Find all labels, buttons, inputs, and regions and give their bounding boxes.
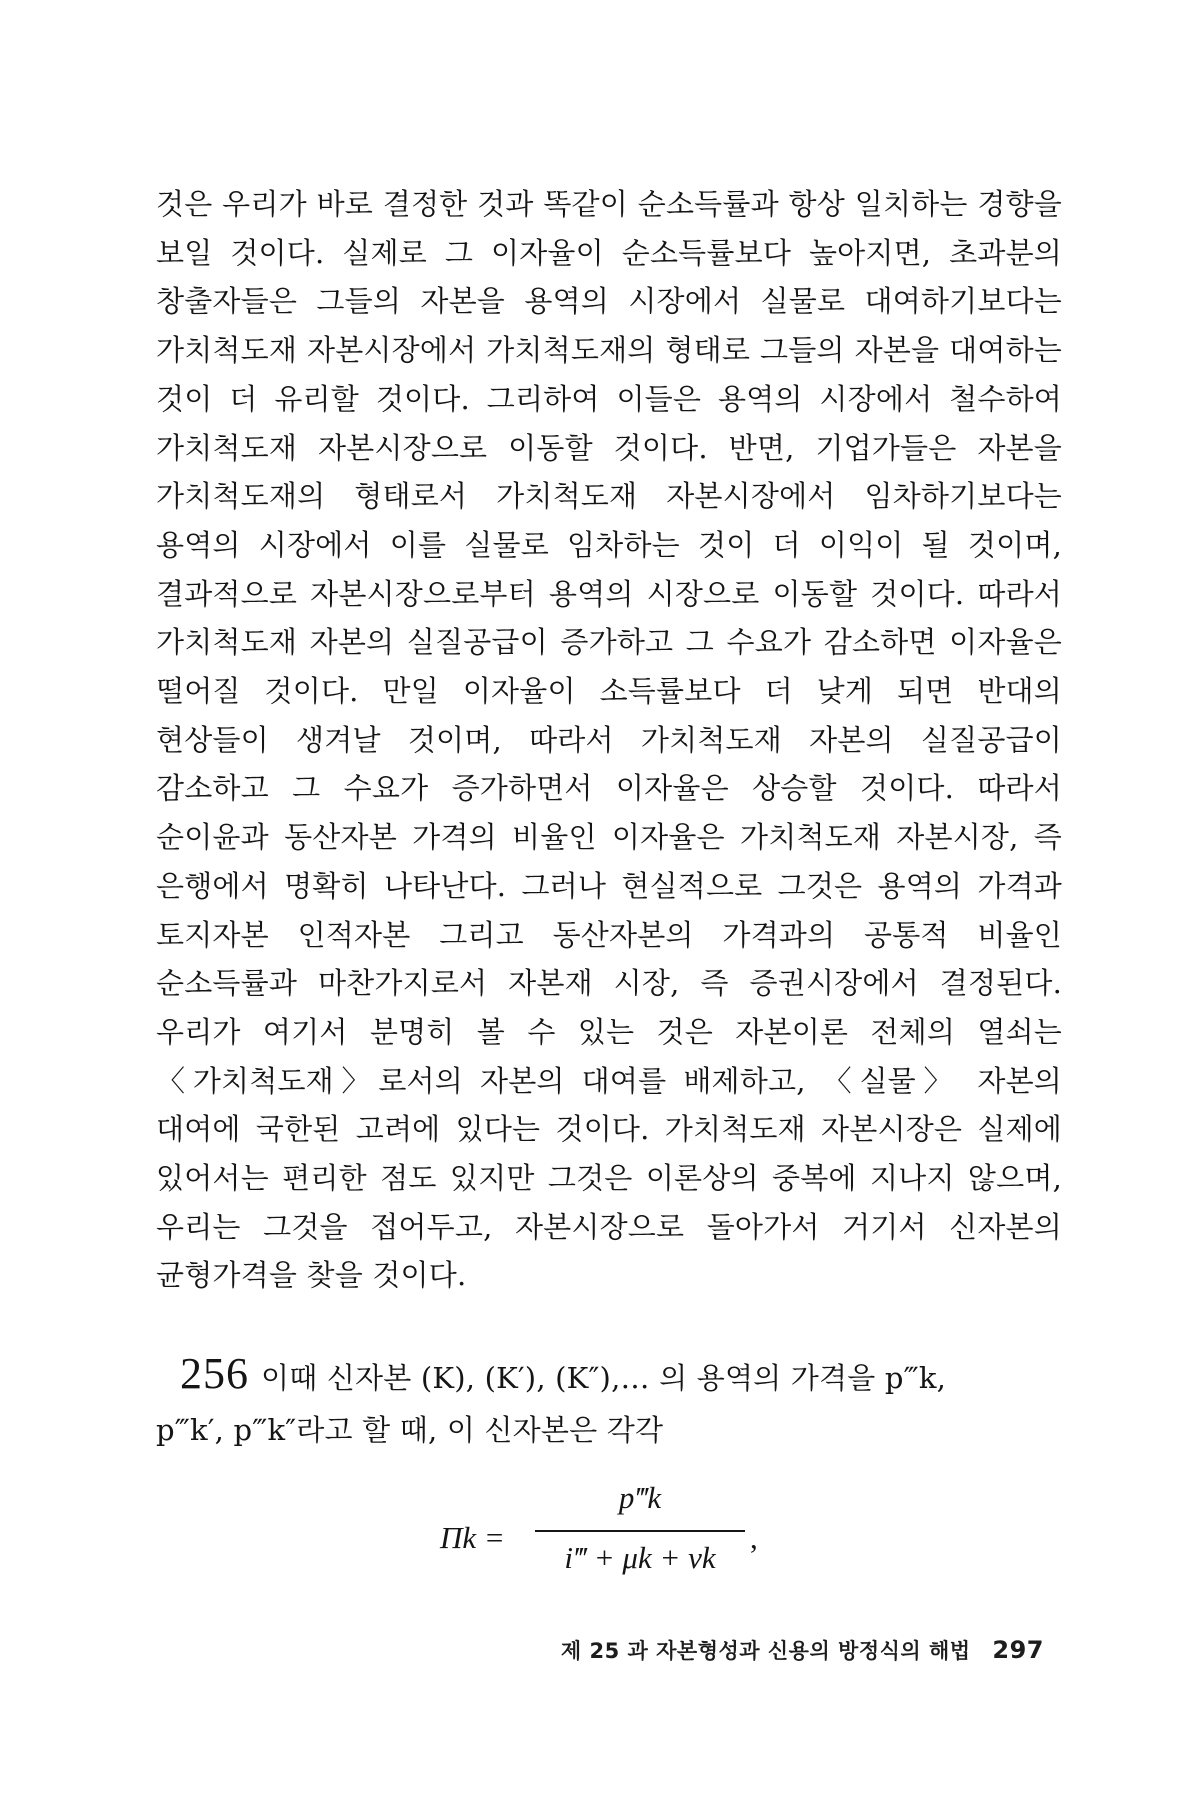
equation-price-new-capital	[440, 1478, 860, 1598]
equation-numerator: p‴k	[618, 1480, 662, 1515]
section-256-line-2: p‴k′, p‴k″라고 할 때, 이 신자본은 각각	[156, 1413, 664, 1447]
equation-fraction	[535, 1478, 745, 1578]
equation-denominator: i‴ + μk + νk	[564, 1540, 716, 1575]
equation-trailing-comma: ,	[750, 1520, 758, 1555]
body-paragraph: 것은 우리가 바로 결정한 것과 똑같이 순소득률과 항상 일치하는 경향을 보일 것이다. 실제로 그 이자율이 순소득률보다 높아지면, 초과분의 창출자들은 그들의 자본을 용역의 시장에서 실물로 대여하기보다는 가치척도재 자본시장에서 가치척도재의 형태로 그들의 자본을 대여하는 것이 더 유리할 것이다. 그리하여 이들은 용역의 시장에서 철수하여 가치척도재 자본시장으로 이동할 것이다. 반면, 기업가들은 자본을 가치척도재의 형태로서 가치척도재 자본시장에서 임차하기보다는 용역의 시장에서 이를 실물로 임차하는 것이 더 이익이 될 것이며, 결과적으로 자본시장으로부터 용역의 시장으로 이동할 것이다. 따라서 가치척도재 자본의 실질공급이 증가하고 그 수요가 감소하면 이자율은 떨어질 것이다. 만일 이자율이 소득률보다 더 낮게 되면 반대의 현상들이 생겨날 것이며, 따라서 가치척도재 자본의 실질공급이 감소하고 그 수요가 증가하면서 이자율은 상승할 것이다. 따라서 순이윤과 동산자본 가격의 비율인 이자율은 가치척도재 자본시장, 즉 은행에서 명확히 나타난다. 그러나 현실적으로 그것은 용역의 가격과 토지자본 인적자본 그리고 동산자본의 가격과의 공통적 비율인 순소득률과 마찬가지로서 자본재 시장, 즉 증권시장에서 결정된다. 우리가 여기서 분명히 볼 수 있는 것은 자본이론 전체의 열쇠는 〈가치척도재〉로서의 자본의 대여를 배제하고, 〈실물〉 자본의 대여에 국한된 고려에 있다는 것이다. 가치척도재 자본시장은 실제에 있어서는 편리한 점도 있지만 그것은 이론상의 중복에 지나지 않으며, 우리는 그것을 접어두고, 자본시장으로 돌아가서 거기서 신자본의 균형가격을 찾을 것이다.	[156, 187, 1062, 1293]
page-number: 297	[992, 1636, 1044, 1664]
chapter-title: 제 25 과 자본형성과 신용의 방정식의 해법	[560, 1639, 971, 1663]
section-number: 256	[180, 1349, 249, 1398]
section-256-text-1: 이때 신자본 (K), (K′), (K″),… 의 용역의 가격을 p‴k,	[261, 1361, 947, 1395]
running-footer	[561, 1635, 1044, 1665]
fraction-bar	[535, 1530, 745, 1532]
section-256-line-1	[180, 1347, 1060, 1405]
equation-lhs: Πk =	[440, 1520, 505, 1555]
